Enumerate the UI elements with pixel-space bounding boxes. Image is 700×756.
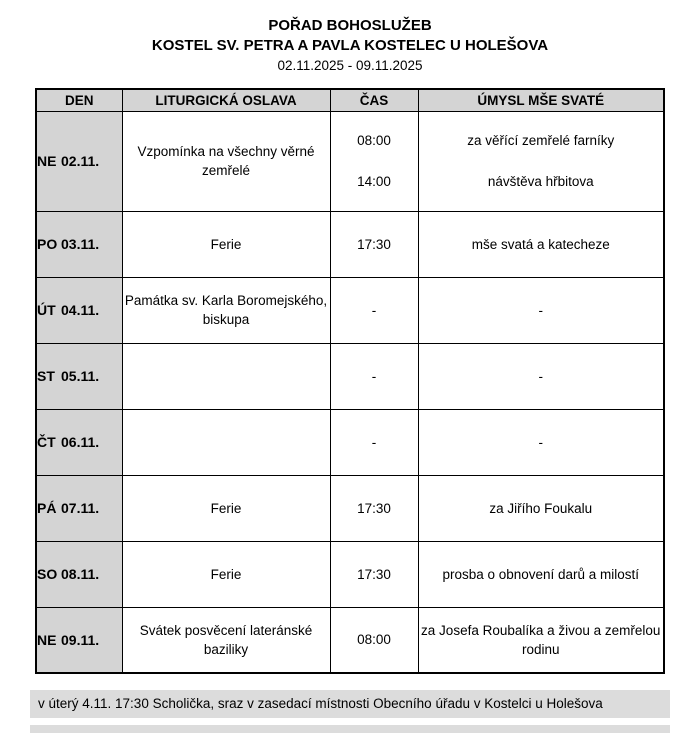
umysl-cell <box>418 409 664 475</box>
den-cell <box>36 541 122 607</box>
cas-cell <box>330 111 418 211</box>
umysl-cell <box>418 211 664 277</box>
date-label: 06.11. <box>61 434 100 450</box>
table-header-row <box>36 89 664 111</box>
umysl-entry: za Josefa Roubalíka a živou a zemřelou rodinu <box>421 622 661 657</box>
den-cell <box>36 343 122 409</box>
date-label: 09.11. <box>61 631 100 648</box>
umysl-cell <box>418 541 664 607</box>
day-label: NE <box>37 153 57 169</box>
cas-cell <box>330 607 418 673</box>
umysl-entry: mše svatá a katecheze <box>471 236 610 252</box>
umysl-entry: návštěva hřbitova <box>487 174 594 189</box>
document-header <box>0 0 700 76</box>
bottom-strip <box>30 725 670 733</box>
cas-entry: 17:30 <box>357 236 391 252</box>
date-label: 05.11. <box>61 368 100 384</box>
table-row <box>36 343 664 409</box>
date-label: 07.11. <box>61 500 100 516</box>
umysl-entry: - <box>538 368 543 384</box>
cas-cell <box>330 277 418 343</box>
date-label: 02.11. <box>61 153 100 169</box>
day-label: ČT <box>37 434 56 450</box>
umysl-entry: - <box>538 302 543 318</box>
cas-cell <box>330 409 418 475</box>
cas-entry: 14:00 <box>357 174 391 189</box>
cas-cell <box>330 541 418 607</box>
den-cell <box>36 277 122 343</box>
date-range: 02.11.2025 - 09.11.2025 <box>277 58 423 73</box>
den-cell <box>36 409 122 475</box>
table-row <box>36 475 664 541</box>
cas-cell <box>330 211 418 277</box>
den-cell <box>36 475 122 541</box>
oslava-cell: Památka sv. Karla Boromejského, biskupa <box>122 277 330 343</box>
den-cell <box>36 607 122 673</box>
oslava-cell <box>122 343 330 409</box>
cas-entry: 08:00 <box>357 133 391 148</box>
oslava-cell <box>122 409 330 475</box>
oslava-cell: Vzpomínka na všechny věrné zemřelé <box>122 111 330 211</box>
table-row <box>36 409 664 475</box>
table-row <box>36 111 664 211</box>
day-label: SO <box>37 566 58 582</box>
day-label: PÁ <box>37 500 57 516</box>
cas-entry: - <box>371 302 377 318</box>
umysl-cell <box>418 277 664 343</box>
umysl-entry: za věřící zemřelé farníky <box>467 133 615 148</box>
day-label: NE <box>37 631 57 648</box>
oslava-cell: Svátek posvěcení lateránské baziliky <box>122 607 330 673</box>
date-label: 04.11. <box>61 302 100 318</box>
day-label: PO <box>37 236 58 252</box>
day-label: ST <box>37 368 55 384</box>
cas-entry: 17:30 <box>357 500 391 516</box>
page-title: POŘAD BOHOSLUŽEB <box>268 17 432 34</box>
cas-entry: 17:30 <box>357 566 391 582</box>
umysl-cell <box>418 343 664 409</box>
column-header-1: LITURGICKÁ OSLAVA <box>122 89 330 111</box>
umysl-entry: prosba o obnovení darů a milostí <box>442 566 640 582</box>
page-subtitle: KOSTEL SV. PETRA A PAVLA KOSTELEC U HOLEŠOVA <box>151 37 549 54</box>
cas-cell <box>330 343 418 409</box>
oslava-cell: Ferie <box>122 211 330 277</box>
footer-note-bar <box>30 690 670 718</box>
schedule-table <box>35 88 665 674</box>
footer-note: v úterý 4.11. 17:30 Scholička, sraz v zasedací místnosti Obecního úřadu v Kostelci u Holešova <box>38 696 603 711</box>
column-header-3: ÚMYSL MŠE SVATÉ <box>418 89 664 111</box>
table-row <box>36 607 664 673</box>
umysl-cell <box>418 475 664 541</box>
den-cell <box>36 211 122 277</box>
date-label: 03.11. <box>61 236 100 252</box>
cas-cell <box>330 475 418 541</box>
day-label: ÚT <box>37 302 56 318</box>
den-cell <box>36 111 122 211</box>
oslava-cell: Ferie <box>122 475 330 541</box>
umysl-cell <box>418 111 664 211</box>
umysl-entry: - <box>538 434 543 450</box>
column-header-0: DEN <box>36 89 122 111</box>
cas-entry: 08:00 <box>357 632 391 648</box>
umysl-entry: za Jiřího Foukalu <box>489 500 593 516</box>
cas-entry: - <box>371 368 377 384</box>
table-row <box>36 277 664 343</box>
umysl-cell <box>418 607 664 673</box>
cas-entry: - <box>371 434 377 450</box>
table-row <box>36 211 664 277</box>
date-label: 08.11. <box>61 566 100 582</box>
oslava-cell: Ferie <box>122 541 330 607</box>
column-header-2: ČAS <box>330 89 418 111</box>
table-row <box>36 541 664 607</box>
